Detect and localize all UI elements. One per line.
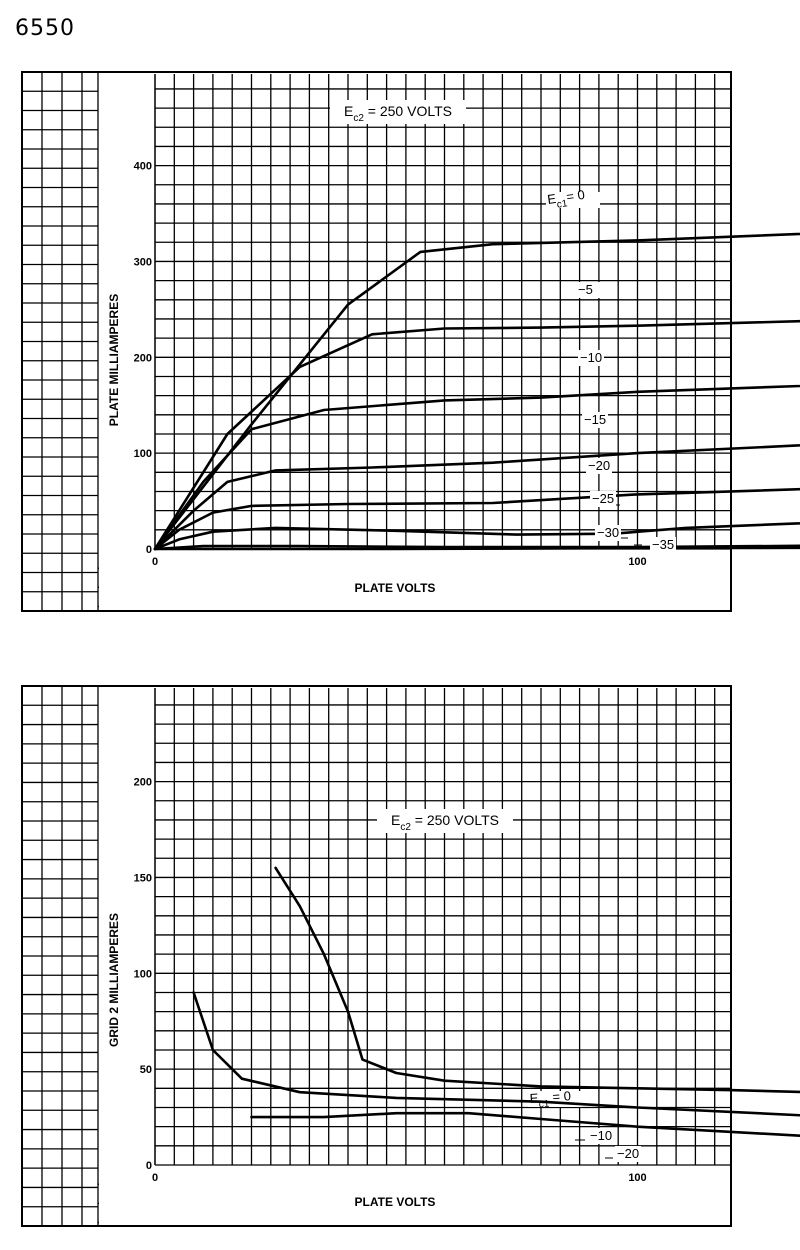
curve-label-ec1-0: $E_{c1}= 0$ xyxy=(546,186,586,211)
curve-label-ec1-minus25: −25 xyxy=(592,491,615,506)
y-tick-label: 200 xyxy=(133,776,152,789)
curve-label-ec1-minus10: −10 xyxy=(580,350,603,365)
left-margin-grid xyxy=(22,686,98,1226)
y-tick-label: 50 xyxy=(139,1064,152,1077)
x-tick-label: 100 xyxy=(628,1172,647,1184)
curve-label-ec1-minus10: −10 xyxy=(590,1128,613,1143)
y-tick-label: 150 xyxy=(133,872,152,885)
y-tick-label: 0 xyxy=(145,544,152,556)
curve-label-ec1-minus5: −5 xyxy=(578,282,593,297)
y-axis-title: GRID 2 MILLIAMPERES xyxy=(107,912,121,1048)
x-tick-label: 0 xyxy=(151,556,159,568)
plot-grid xyxy=(98,688,731,1223)
curve-label-ec1-minus15: −15 xyxy=(584,412,607,427)
curve-ec1-minus20 xyxy=(252,1113,800,1163)
y-tick-label: 100 xyxy=(133,968,152,981)
curve-label-ec1-minus20: −20 xyxy=(588,458,611,473)
y-tick-label: 0 xyxy=(145,1160,152,1172)
curve-label-ec1-minus35: −35 xyxy=(652,537,675,552)
plot-grid xyxy=(98,74,731,607)
curve-ec1-0 xyxy=(276,868,800,1111)
y-tick-label: 100 xyxy=(133,448,152,461)
plate-current-chart xyxy=(22,72,800,611)
grid2-current-chart xyxy=(22,686,800,1226)
curve-label-ec1-minus20: −20 xyxy=(617,1146,640,1161)
y-tick-label: 400 xyxy=(133,160,152,173)
x-axis-title: PLATE VOLTS xyxy=(354,1195,436,1209)
x-axis-title: PLATE VOLTS xyxy=(354,581,436,595)
y-tick-label: 200 xyxy=(133,352,152,365)
tube-type-label: 6550 xyxy=(15,16,75,41)
x-tick-label: 0 xyxy=(151,1172,159,1184)
left-margin-grid xyxy=(22,72,98,611)
screen-voltage-annotation: $E_{c2} = 250$ VOLTS xyxy=(344,103,452,124)
x-tick-label: 100 xyxy=(628,556,647,568)
curve-label-ec1-minus30: −30 xyxy=(597,525,620,540)
y-tick-label: 300 xyxy=(133,256,152,269)
curve-label-ec1-0: $E_{c1} = 0$ xyxy=(529,1088,572,1111)
y-axis-title: PLATE MILLIAMPERES xyxy=(107,293,121,427)
screen-voltage-annotation: $E_{c2} = 250$ VOLTS xyxy=(391,812,499,833)
